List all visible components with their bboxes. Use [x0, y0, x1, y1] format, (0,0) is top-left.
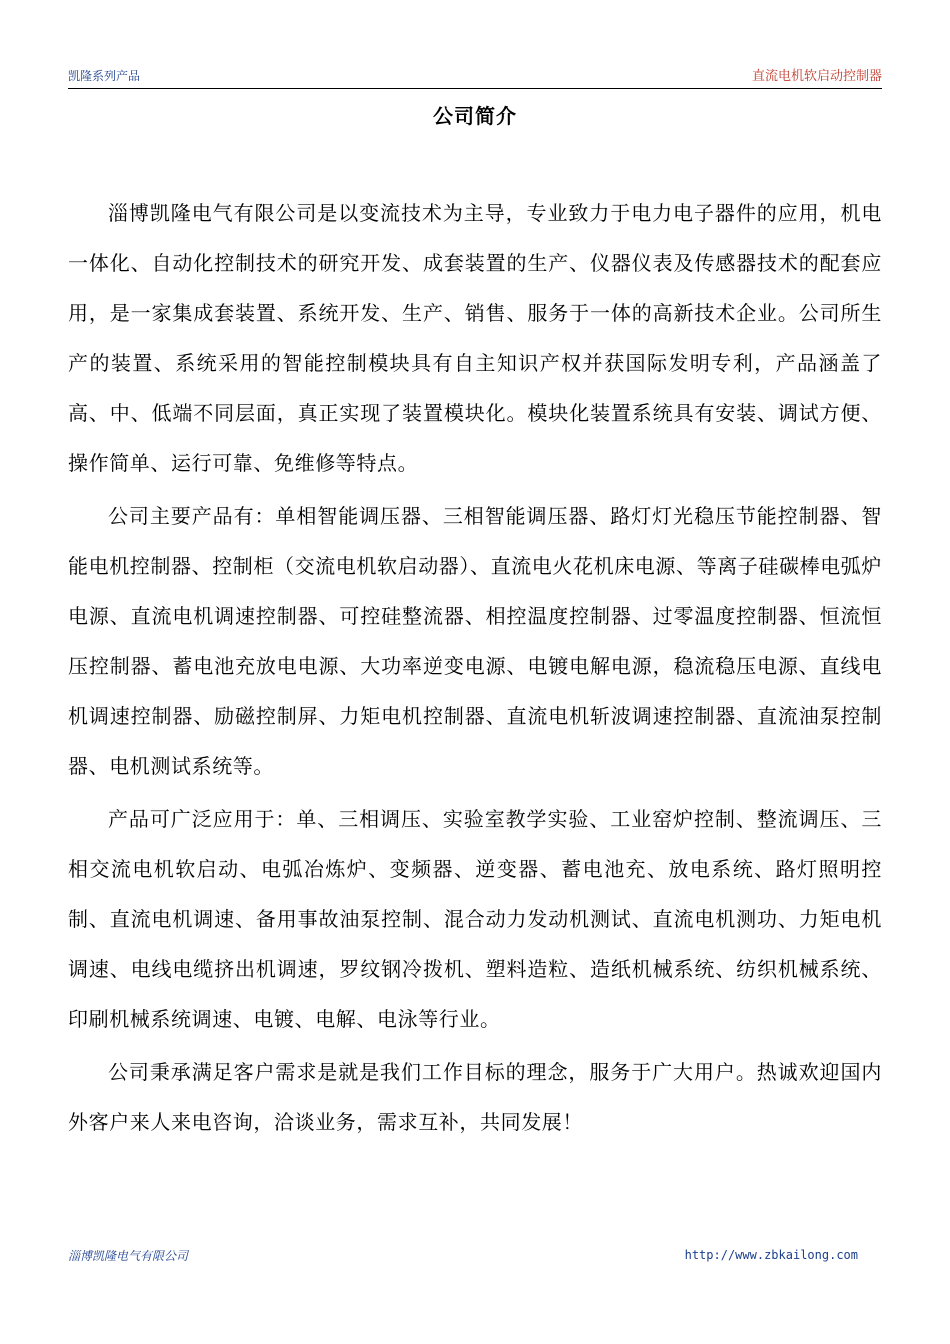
page-header — [68, 66, 882, 89]
footer-company-name: 淄博凯隆电气有限公司 — [68, 1249, 189, 1263]
document-body — [68, 188, 882, 1150]
paragraph-products: 公司主要产品有：单相智能调压器、三相智能调压器、路灯灯光稳压节能控制器、智能电机控制器、控制柜（交流电机软启动器）、直流电火花机床电源、等离子硅碳棒电弧炉电源、直流电机调速控制器、可控硅整流器、相控温度控制器、过零温度控制器、恒流恒压控制器、蓄电池充放电电源、大功率逆变电源、电镀电解电源，稳流稳压电源、直线电机调速控制器、励磁控制屏、力矩电机控制器、直流电机斩波调速控制器、直流油泵控制器、电机测试系统等。 — [68, 504, 882, 778]
paragraph-applications: 产品可广泛应用于：单、三相调压、实验室教学实验、工业窑炉控制、整流调压、三相交流电机软启动、电弧冶炼炉、变频器、逆变器、蓄电池充、放电系统、路灯照明控制、直流电机调速、备用事故油泵控制、混合动力发动机测试、直流电机测功、力矩电机调速、电线电缆挤出机调速，罗纹钢冷拨机、塑料造粒、造纸机械系统、纺织机械系统、印刷机械系统调速、电镀、电解、电泳等行业。 — [68, 807, 882, 1031]
page-title: 公司简介 — [433, 104, 517, 128]
header-product-label: 直流电机软启动控制器 — [751, 69, 882, 84]
paragraph-intro: 淄博凯隆电气有限公司是以变流技术为主导，专业致力于电力电子器件的应用，机电一体化、自动化控制技术的研究开发、成套装置的生产、仪器仪表及传感器技术的配套应用，是一家集成套装置、系统开发、生产、销售、服务于一体的高新技术企业。公司所生产的装置、系统采用的智能控制模块具有自主知识产权并获国际发明专利，产品涵盖了高、中、低端不同层面，真正实现了装置模块化。模块化装置系统具有安装、调试方便、操作简单、运行可靠、免维修等特点。 — [68, 201, 882, 475]
paragraph-closing: 公司秉承满足客户需求是就是我们工作目标的理念，服务于广大用户。热诚欢迎国内外客户来人来电咨询，洽谈业务，需求互补，共同发展！ — [68, 1060, 882, 1134]
header-series-label: 凯隆系列产品 — [68, 69, 141, 83]
footer-website-link[interactable]: http://www.zbkailong.com — [684, 1248, 858, 1262]
